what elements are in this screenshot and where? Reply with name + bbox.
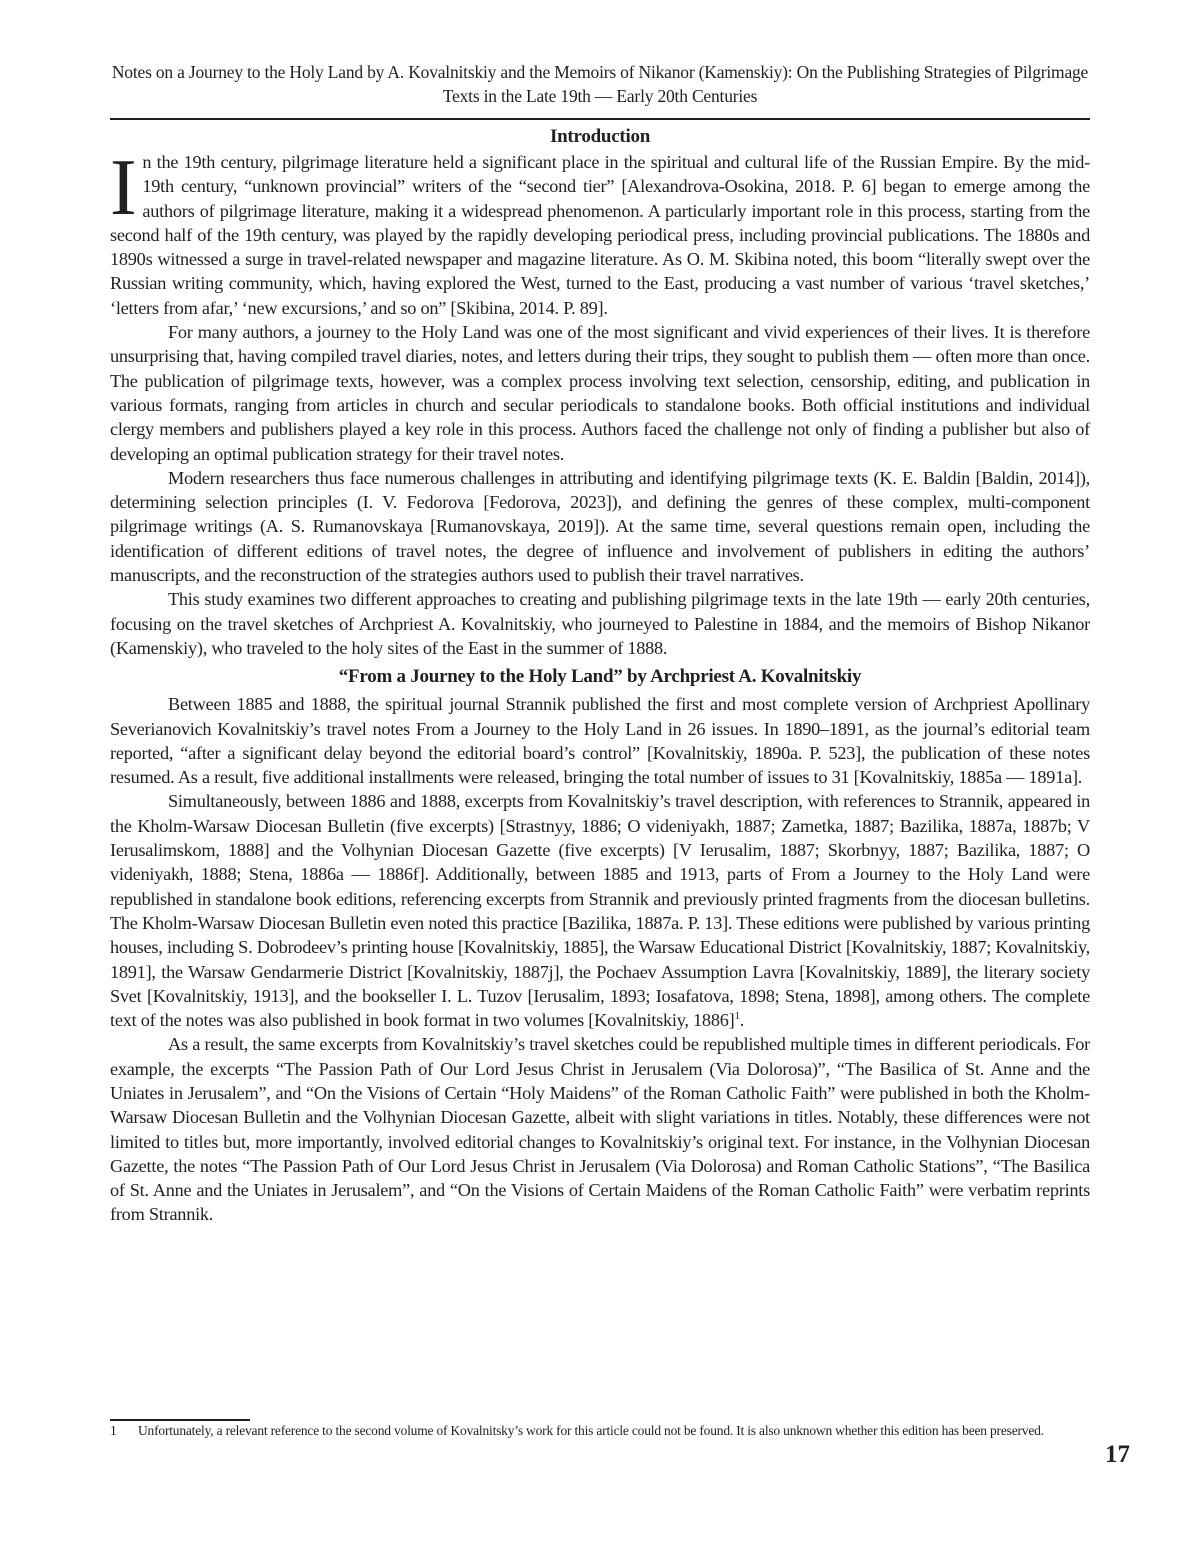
section-heading-introduction: Introduction bbox=[110, 124, 1090, 150]
paragraph: Modern researchers thus face numerous challenges in attributing and identifying pilgrimage texts (K. E. Baldin [Baldin, 2014]), determining selection principles (I. V. Fedorova [Fedorova, 2023]), and defining the genres of these complex, multi-component pilgrimage writings (A. S. Rumanovskaya [Rumanovskaya, 2019]). At the same time, several questions remain open, including the identification of different editions of travel notes, the degree of influence and involvement of publishers in editing the authors’ manuscripts, and the reconstruction of the strategies authors used to publish their travel narratives. bbox=[110, 466, 1090, 587]
paragraph: Simultaneously, between 1886 and 1888, excerpts from Kovalnitskiy’s travel description, with references to Strannik, appeared in the Kholm-Warsaw Diocesan Bulletin (five excerpts) [Strastnyy, 1886; O videniyakh, 1887; Zametka, 1887; Bazilika, 1887a, 1887b; V Ierusalimskom, 1888] and the Volhynian Diocesan Gazette (five excerpts) [V Ierusalim, 1887; Skorbnyy, 1887; Bazilika, 1887; O videniyakh, 1888; Stena, 1886a — 1886f]. Additionally, between 1885 and 1913, parts of From a Journey to the Holy Land were republished in standalone book editions, referencing excerpts from Strannik and previously printed fragments from the diocesan bulletins. The Kholm-Warsaw Diocesan Bulletin even noted this practice [Bazilika, 1887a. P. 13]. These editions were published by various printing houses, including S. Dobrodeev’s printing house [Kovalnitskiy, 1885], the Warsaw Educational District [Kovalnitskiy, 1887; Kovalnitskiy, 1891], the Warsaw Gendarmerie District [Kovalnitskiy, 1887j], the Pochaev Assumption Lavra [Kovalnitskiy, 1889], the literary society Svet [Kovalnitskiy, 1913], and the bookseller I. L. Tuzov [Ierusalim, 1893; Iosafatova, 1898; Stena, 1898], among others. The complete text of the notes was also published in book format in two volumes [Kovalnitskiy, 1886]1. bbox=[110, 789, 1090, 1032]
header-rule bbox=[110, 118, 1090, 120]
section-heading-kovalnitskiy: “From a Journey to the Holy Land” by Archpriest A. Kovalnitskiy bbox=[110, 664, 1090, 690]
article-body bbox=[110, 124, 1090, 1227]
paragraph: As a result, the same excerpts from Kovalnitskiy’s travel sketches could be republished multiple times in different periodicals. For example, the excerpts “The Passion Path of Our Lord Jesus Christ in Jerusalem (Via Dolorosa)”, “The Basilica of St. Anne and the Uniates in Jerusalem”, and “On the Visions of Certain “Holy Maidens” of the Roman Catholic Faith” were published in both the Kholm-Warsaw Diocesan Bulletin and the Volhynian Diocesan Gazette, albeit with slight variations in titles. Notably, these differences were not limited to titles but, more importantly, involved editorial changes to Kovalnitskiy’s original text. For instance, in the Volhynian Diocesan Gazette, the notes “The Passion Path of Our Lord Jesus Christ in Jerusalem (Via Dolorosa) and Roman Catholic Stations”, “The Basilica of St. Anne and the Uniates in Jerusalem”, and “On the Visions of Certain Maidens of the Roman Catholic Faith” were verbatim reprints from Strannik. bbox=[110, 1032, 1090, 1226]
footnote-text: Unfortunately, a relevant reference to the second volume of Kovalnitsky’s work for this article could not be found. It is also unknown whether this edition has been preserved. bbox=[138, 1423, 1044, 1438]
footnote bbox=[110, 1423, 1090, 1438]
paragraph: I n the 19th century, pilgrimage literature held a significant place in the spiritual and cultural life of the Russian Empire. By the mid-19th century, “unknown provincial” writers of the “second tier” [Alexandrova-Osokina, 2018. P. 6] began to emerge among the authors of pilgrimage literature, making it a widespread phenomenon. A particularly important role in this process, starting from the second half of the 19th century, was played by the rapidly developing periodical press, including provincial publications. The 1880s and 1890s witnessed a surge in travel-related newspaper and magazine literature. As O. M. Skibina noted, this boom “literally swept over the Russian writing community, which, having explored the West, turned to the East, producing a vast number of various ‘travel sketches,’ ‘letters from afar,’ ‘new excursions,’ and so on” [Skibina, 2014. P. 89]. bbox=[110, 150, 1090, 320]
drop-cap: I bbox=[110, 156, 136, 220]
paragraph: Between 1885 and 1888, the spiritual journal Strannik published the first and most complete version of Archpriest Apollinary Severianovich Kovalnitskiy’s travel notes From a Journey to the Holy Land in 26 issues. In 1890–1891, as the journal’s editorial team reported, “after a significant delay beyond the editorial board’s control” [Kovalnitskiy, 1890a. P. 523], the publication of these notes resumed. As a result, five additional installments were released, bringing the total number of issues to 31 [Kovalnitskiy, 1885a — 1891a]. bbox=[110, 692, 1090, 789]
running-header: Notes on a Journey to the Holy Land by A. Kovalnitskiy and the Memoirs of Nikanor (Kamenskiy): On the Publishing Strategies of Pilgrimage Texts in the Late 19th — Early 20th Centuries bbox=[110, 60, 1090, 108]
paragraph: This study examines two different approaches to creating and publishing pilgrimage texts in the late 19th — early 20th centuries, focusing on the travel sketches of Archpriest A. Kovalnitskiy, who journeyed to Palestine in 1884, and the memoirs of Bishop Nikanor (Kamenskiy), who traveled to the holy sites of the East in the summer of 1888. bbox=[110, 587, 1090, 660]
footnote-reference[interactable]: 1 bbox=[734, 1010, 739, 1022]
paragraph: For many authors, a journey to the Holy Land was one of the most significant and vivid experiences of their lives. It is therefore unsurprising that, having compiled travel diaries, notes, and letters during their trips, they sought to publish them — often more than once. The publication of pilgrimage texts, however, was a complex process involving text selection, censorship, editing, and publication in various formats, ranging from articles in church and secular periodicals to standalone books. Both official institutions and individual clergy members and publishers played a key role in this process. Authors faced the challenge not only of finding a publisher but also of developing an optimal publication strategy for their travel notes. bbox=[110, 320, 1090, 466]
page-number: 17 bbox=[1105, 1441, 1130, 1469]
footnote-rule bbox=[110, 1419, 250, 1421]
footnote-number: 1 bbox=[110, 1423, 138, 1438]
